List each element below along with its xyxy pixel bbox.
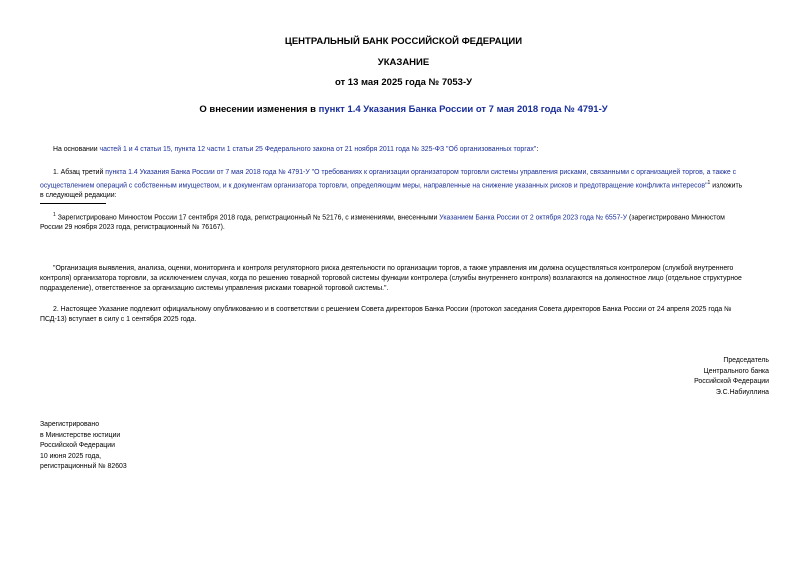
item2-line1: 2. Настоящее Указание подлежит официальному опубликованию и в соответствии с решением Совета директоров Банка России (протокол заседания Совета директоров Банка России от 24 апреля 2025 года №	[53, 306, 732, 313]
signature-line: Центрального банка	[703, 367, 769, 375]
basis-prefix: На основании	[53, 146, 100, 153]
footnote-line2: России 29 ноября 2023 года, регистрационный № 76167).	[40, 224, 225, 232]
heading-prefix: О внесении изменения в	[199, 104, 319, 115]
new-wording-quote	[40, 264, 770, 294]
issuer-title: ЦЕНТРАЛЬНЫЙ БАНК РОССИЙСКОЙ ФЕДЕРАЦИИ	[284, 36, 523, 47]
item1-link[interactable]: пункта 1.4 Указания Банка России от 7 мая 2018 года № 4791-У	[105, 169, 310, 176]
quote-line1: "Организация выявления, анализа, оценки, мониторинга и контроля регуляторного риска деятельности по организации торгов, а также управления им должна осуществляться контролером (службой внутреннего	[53, 265, 734, 272]
quote-line2: контроля) организатора торговли, за исключением случая, когда по решению товарной торговой системы функции контролера (службы внутреннего контроля) возлагаются на должностное лицо (отдельное структурное	[40, 275, 742, 282]
document-type: УКАЗАНИЕ	[377, 57, 430, 68]
footnote-mark: 1	[53, 212, 56, 218]
item1-suffix: изложить	[710, 182, 743, 190]
heading-link[interactable]: пункт 1.4 Указания Банка России от 7 мая 2018 года № 4791-У	[318, 104, 608, 115]
footnote-reference[interactable]: 1	[707, 180, 711, 186]
legal-basis-paragraph	[53, 145, 538, 155]
signature-line: Э.С.Набиуллина	[715, 388, 769, 396]
document-heading	[0, 104, 807, 115]
item1-quote-line2: осуществлением операций с собственным имуществом, и к документам организатора торговли, определяющим меры, направленные на снижение указанных рисков и предотвращение конфликта интересов"	[40, 182, 708, 190]
signature-line: Председатель	[723, 357, 769, 364]
basis-suffix: :	[536, 146, 539, 153]
signature-line: Российской Федерации	[694, 378, 769, 385]
registration-line: Зарегистрировано	[40, 421, 100, 428]
basis-law-link[interactable]: частей 1 и 4 статьи 15, пункта 12 части 1 статьи 25 Федерального закона от 21 ноября 2011 года № 325-ФЗ "Об организованных торгах"	[99, 146, 537, 153]
registration-line: Российской Федерации	[40, 442, 115, 449]
registration-block	[40, 420, 127, 473]
footnote-text-prefix: Зарегистрировано Минюстом России 17 сентября 2018 года, регистрационный № 52176, с изменениями, внесенными	[55, 214, 440, 222]
item-1-paragraph	[40, 168, 770, 201]
item-2-paragraph	[40, 305, 770, 325]
registration-line: 10 июня 2025 года,	[40, 452, 102, 460]
item2-line2: ПСД-13) вступает в силу с 1 сентября 2025 года.	[40, 316, 197, 323]
signature-block	[694, 356, 769, 398]
registration-line: в Министерстве юстиции	[40, 431, 121, 439]
footnote-paragraph	[40, 210, 770, 233]
item1-prefix: 1. Абзац третий	[53, 169, 106, 176]
item1-line3: в следующей редакции:	[40, 192, 117, 200]
item1-quote-line1: "О требованиях к организации организатором торговли системы управления рисками, связанными с организацией торгов, а также с	[309, 169, 737, 176]
footnote-text-suffix: (зарегистрировано Минюстом	[627, 214, 725, 222]
document-date-number: от 13 мая 2025 года № 7053-У	[334, 77, 473, 88]
registration-line: регистрационный № 82603	[40, 463, 127, 470]
quote-line3: подразделение), ответственное за организацию системы управления рисками товарной торговой системы.".	[40, 285, 389, 292]
footnote-link[interactable]: Указанием Банка России от 2 октября 2023 года № 6557-У	[439, 214, 628, 222]
footnote-divider	[40, 203, 106, 204]
